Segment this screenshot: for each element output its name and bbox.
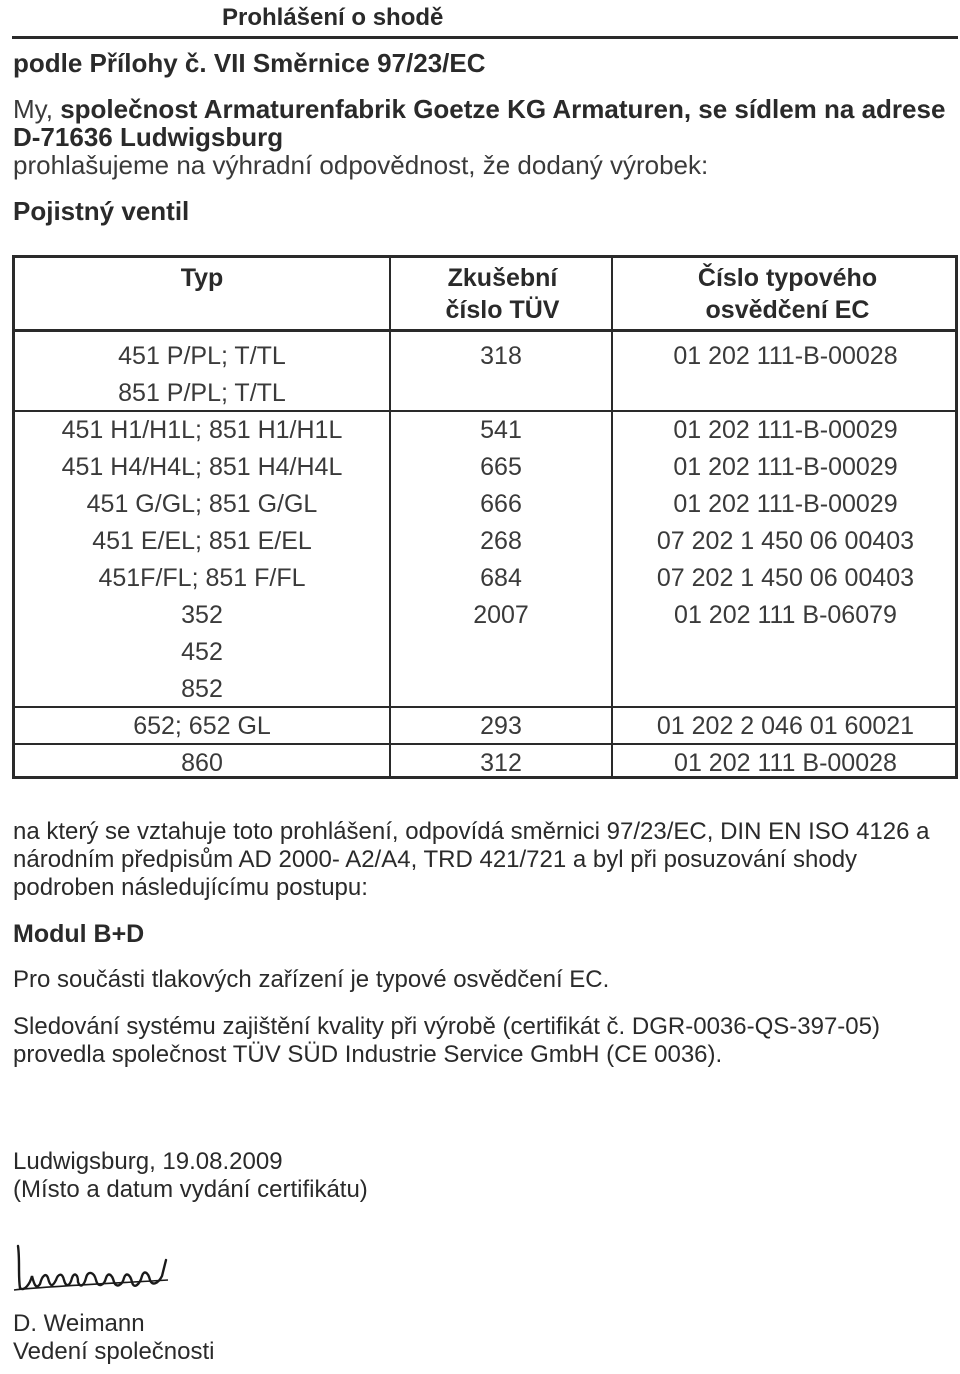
cell-ec: 01 202 111-B-00028 bbox=[673, 342, 898, 370]
signatory-name: D. Weimann bbox=[13, 1310, 145, 1337]
header-divider bbox=[15, 329, 955, 332]
cell-typ: 452 bbox=[181, 638, 223, 666]
signatory-role: Vedení společnosti bbox=[13, 1338, 215, 1365]
cell-tuv: 684 bbox=[480, 564, 522, 592]
cell-tuv: 312 bbox=[480, 749, 522, 777]
header-ec: Číslo typového osvědčení EC bbox=[697, 264, 878, 324]
cell-typ: 451 P/PL; T/TL bbox=[118, 342, 286, 370]
cell-ec: 01 202 111-B-00029 bbox=[673, 416, 898, 444]
cell-typ: 451 G/GL; 851 G/GL bbox=[86, 490, 318, 518]
document-subtitle: podle Přílohy č. VII Směrnice 97/23/EC bbox=[13, 48, 486, 78]
intro-declaration: prohlašujeme na výhradní odpovědnost, že dodaný výrobek: bbox=[13, 150, 709, 180]
ec-note: Pro součásti tlakových zařízení je typové osvědčení EC. bbox=[13, 966, 610, 993]
certificate-table bbox=[12, 255, 958, 779]
cell-ec: 01 202 2 046 01 60021 bbox=[656, 712, 915, 740]
cell-typ: 652; 652 GL bbox=[133, 712, 271, 740]
cell-typ: 451 H1/H1L; 851 H1/H1L bbox=[61, 416, 343, 444]
cell-typ: 451 H4/H4L; 851 H4/H4L bbox=[61, 453, 343, 481]
quality-paragraph: Sledování systému zajištění kvality při výrobě (certifikát č. DGR-0036-QS-397-05) provedla společnost TÜV SÜD Industrie Service GmbH (CE 0036). bbox=[13, 1013, 880, 1068]
cell-tuv: 665 bbox=[480, 453, 522, 481]
modul-label: Modul B+D bbox=[13, 920, 145, 948]
handwritten-signature bbox=[12, 1240, 172, 1300]
cell-tuv: 318 bbox=[480, 342, 522, 370]
product-name: Pojistný ventil bbox=[13, 196, 190, 226]
place-date-label: (Místo a datum vydání certifikátu) bbox=[13, 1176, 368, 1203]
compliance-paragraph: na který se vztahuje toto prohlášení, odpovídá směrnici 97/23/EC, DIN EN ISO 4126 a národním předpisům AD 2000- A2/A4, TRD 421/721 a byl při posuzování shody podroben následujícímu postupu: bbox=[13, 818, 930, 901]
cell-ec: 01 202 111 B-06079 bbox=[674, 601, 897, 629]
cell-ec: 01 202 111-B-00029 bbox=[673, 490, 898, 518]
cell-typ: 851 P/PL; T/TL bbox=[118, 379, 286, 407]
cell-typ: 352 bbox=[181, 601, 223, 629]
intro-prefix: My, bbox=[13, 94, 61, 124]
cell-ec: 01 202 111 B-00028 bbox=[674, 749, 897, 777]
header-tuv: Zkušební číslo TÜV bbox=[445, 264, 560, 324]
header-typ: Typ bbox=[180, 264, 224, 292]
cell-tuv: 541 bbox=[480, 416, 522, 444]
cell-ec: 07 202 1 450 06 00403 bbox=[656, 527, 915, 555]
document-title: Prohlášení o shodě bbox=[222, 4, 444, 31]
cell-typ: 451F/FL; 851 F/FL bbox=[98, 564, 306, 592]
header-rule bbox=[12, 36, 958, 39]
place-date: Ludwigsburg, 19.08.2009 bbox=[13, 1148, 283, 1175]
cell-ec: 07 202 1 450 06 00403 bbox=[656, 564, 915, 592]
cell-typ: 451 E/EL; 851 E/EL bbox=[92, 527, 312, 555]
cell-ec: 01 202 111-B-00029 bbox=[673, 453, 898, 481]
company-name: společnost Armaturenfabrik Goetze KG Armaturen, se sídlem na adrese D-71636 Ludwigsburg bbox=[13, 94, 946, 152]
cell-tuv: 666 bbox=[480, 490, 522, 518]
cell-typ: 860 bbox=[181, 749, 223, 777]
cell-tuv: 293 bbox=[480, 712, 522, 740]
intro-paragraph bbox=[13, 95, 958, 179]
cell-typ: 852 bbox=[181, 675, 223, 703]
cell-tuv: 2007 bbox=[473, 601, 529, 629]
cell-tuv: 268 bbox=[480, 527, 522, 555]
